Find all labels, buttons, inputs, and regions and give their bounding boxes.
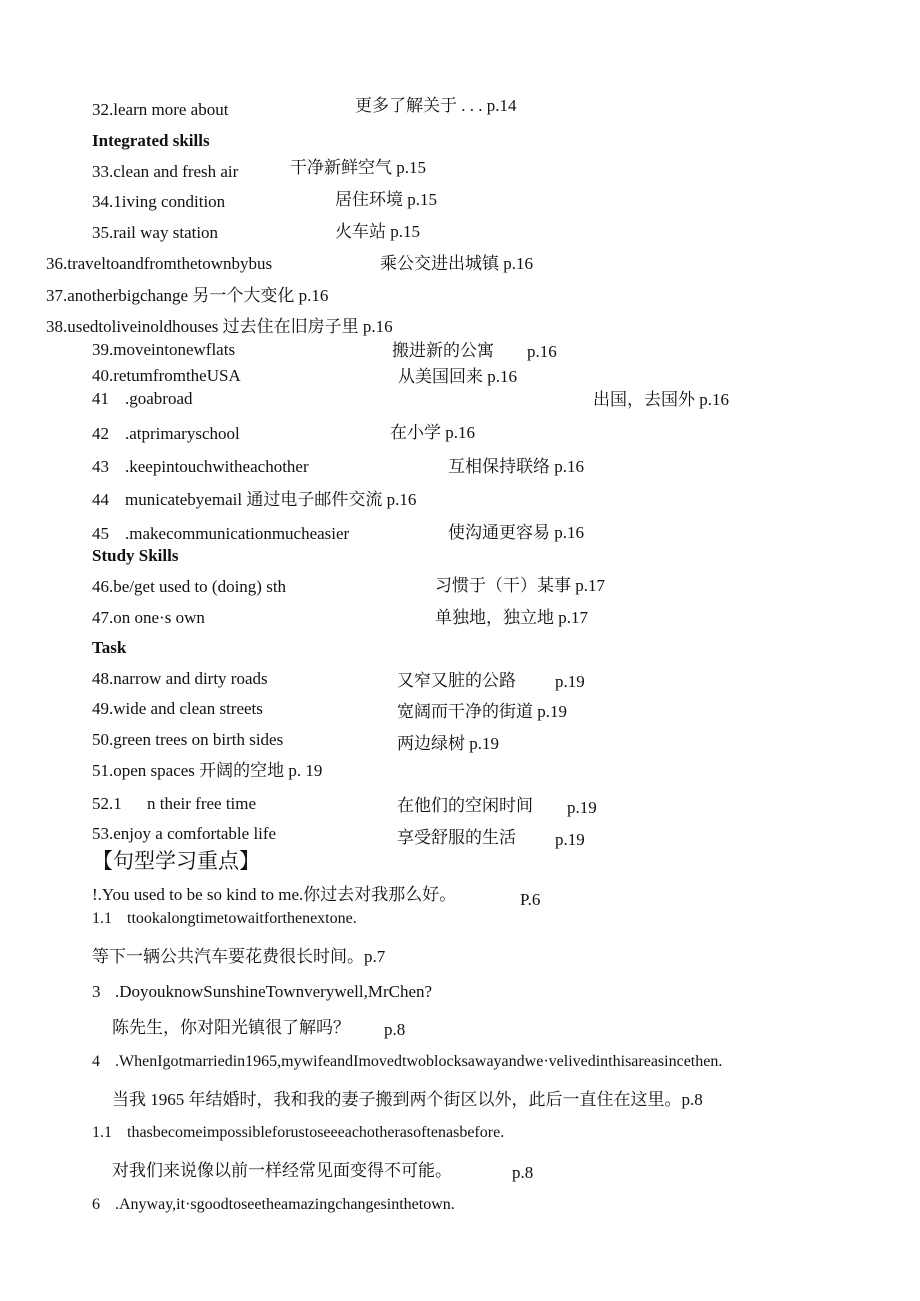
phrase-en: 50.green trees on birth sides: [92, 730, 284, 749]
phrase-page: p.19: [555, 830, 585, 849]
sentence-text: .WhenIgotmarriedin1965,mywifeandImovedtwoblocksawayandwe·velivedinthisareasincethen.: [115, 1053, 723, 1070]
phrase-zh: 在小学 p.16: [390, 423, 475, 442]
sentence-text: 当我 1965 年结婚时，我和我的妻子搬到两个街区以外，此后一直住在这里。p.8: [112, 1090, 703, 1109]
sentence-num: 1.1: [92, 910, 112, 927]
sentence-page: P.6: [520, 890, 541, 909]
sentence-text: 对我们来说像以前一样经常见面变得不可能。: [112, 1161, 452, 1180]
phrase-page: p.16: [527, 342, 557, 361]
phrase-full: 37.anotherbigchange 另一个大变化 p.16: [46, 286, 329, 305]
phrase-en: 53.enjoy a comfortable life: [92, 824, 277, 843]
phrase-zh: 火车站 p.15: [335, 222, 420, 241]
phrase-zh: 使沟通更容易 p.16: [448, 523, 584, 542]
sentence-num: 4: [92, 1053, 100, 1070]
phrase-en: .makecommunicationmucheasier: [125, 524, 350, 543]
phrase-en: 36.traveltoandfromthetownbybus: [46, 254, 273, 273]
heading-task: Task: [92, 638, 127, 657]
phrase-zh: 两边绿树 p.19: [397, 734, 499, 753]
phrase-zh: 互相保持联络 p.16: [448, 457, 584, 476]
phrase-full: 38.usedtoliveinoldhouses 过去住在旧房子里 p.16: [46, 317, 393, 336]
phrase-en: .keepintouchwitheachother: [125, 457, 309, 476]
phrase-page: p.19: [567, 798, 597, 817]
sentence-text: .Anyway,it·sgoodtoseetheamazingchangesinthetown.: [115, 1196, 455, 1213]
phrase-zh: 干净新鲜空气 p.15: [290, 158, 426, 177]
phrase-en: 46.be/get used to (doing) sth: [92, 577, 287, 596]
sentence-text: 陈先生，你对阳光镇很了解吗？: [112, 1018, 350, 1037]
phrase-en: 39.moveintonewflats: [92, 340, 236, 359]
phrase-en: 34.1iving condition: [92, 192, 226, 211]
sentence-text: thasbecomeimpossibleforustoseeeachotherasoftenasbefore.: [127, 1124, 505, 1141]
sentence-text: .DoyouknowSunshineTownverywell,MrChen?: [115, 982, 433, 1001]
phrase-zh: 更多了解关于 . . . p.14: [355, 96, 517, 115]
heading-sentences: 【句型学习重点】: [92, 849, 260, 873]
phrase-zh: 单独地，独立地 p.17: [435, 608, 588, 627]
phrase-num: 42: [92, 424, 109, 443]
phrase-num: 52.1: [92, 794, 122, 813]
phrase-en: .atprimaryschool: [125, 424, 240, 443]
phrase-zh: 出国，去国外 p.16: [593, 390, 729, 409]
phrase-zh: 乘公交进出城镇 p.16: [380, 254, 533, 273]
phrase-num: 45: [92, 524, 109, 543]
heading-integrated-skills: Integrated skills: [92, 131, 210, 150]
phrase-num: 44: [92, 490, 109, 509]
phrase-en: 47.on one·s own: [92, 608, 205, 627]
heading-study-skills: Study Skills: [92, 546, 179, 565]
phrase-en: 48.narrow and dirty roads: [92, 669, 268, 688]
phrase-en: 33.clean and fresh air: [92, 162, 239, 181]
sentence-text: ttookalongtimetowaitforthenextone.: [127, 910, 357, 927]
phrase-en: n their free time: [147, 794, 257, 813]
sentence-num: 1.1: [92, 1124, 112, 1141]
phrase-zh: 习惯于（干）某事 p.17: [435, 576, 605, 595]
phrase-num: 43: [92, 457, 109, 476]
phrase-zh: 宽阔而干净的街道 p.19: [397, 702, 567, 721]
sentence-page: p.8: [512, 1163, 534, 1182]
sentence-text: 等下一辆公共汽车要花费很长时间。p.7: [92, 947, 386, 966]
phrase-zh: 从美国回来 p.16: [398, 367, 517, 386]
sentence-num: 6: [92, 1196, 100, 1213]
phrase-en: 40.retumfromtheUSA: [92, 366, 241, 385]
sentence-page: p.8: [384, 1020, 406, 1039]
phrase-full: 51.open spaces 开阔的空地 p. 19: [92, 761, 323, 780]
phrase-en: 32.learn more about: [92, 100, 229, 119]
sentence-num: 3: [92, 982, 101, 1001]
phrase-zh: 在他们的空闲时间: [397, 796, 533, 815]
sentence-text: !.You used to be so kind to me.你过去对我那么好。: [92, 885, 457, 904]
phrase-num: 41: [92, 389, 109, 408]
phrase-en: 35.rail way station: [92, 223, 219, 242]
phrase-zh: 又窄又脏的公路: [397, 671, 516, 690]
phrase-zh: 搬进新的公寓: [392, 341, 494, 360]
phrase-en: .goabroad: [125, 389, 193, 408]
phrase-en: 49.wide and clean streets: [92, 699, 263, 718]
phrase-page: p.19: [555, 672, 585, 691]
phrase-zh: 居住环境 p.15: [335, 190, 437, 209]
phrase-zh: 享受舒服的生活: [397, 828, 516, 847]
phrase-full: municatebyemail 通过电子邮件交流 p.16: [125, 490, 417, 509]
